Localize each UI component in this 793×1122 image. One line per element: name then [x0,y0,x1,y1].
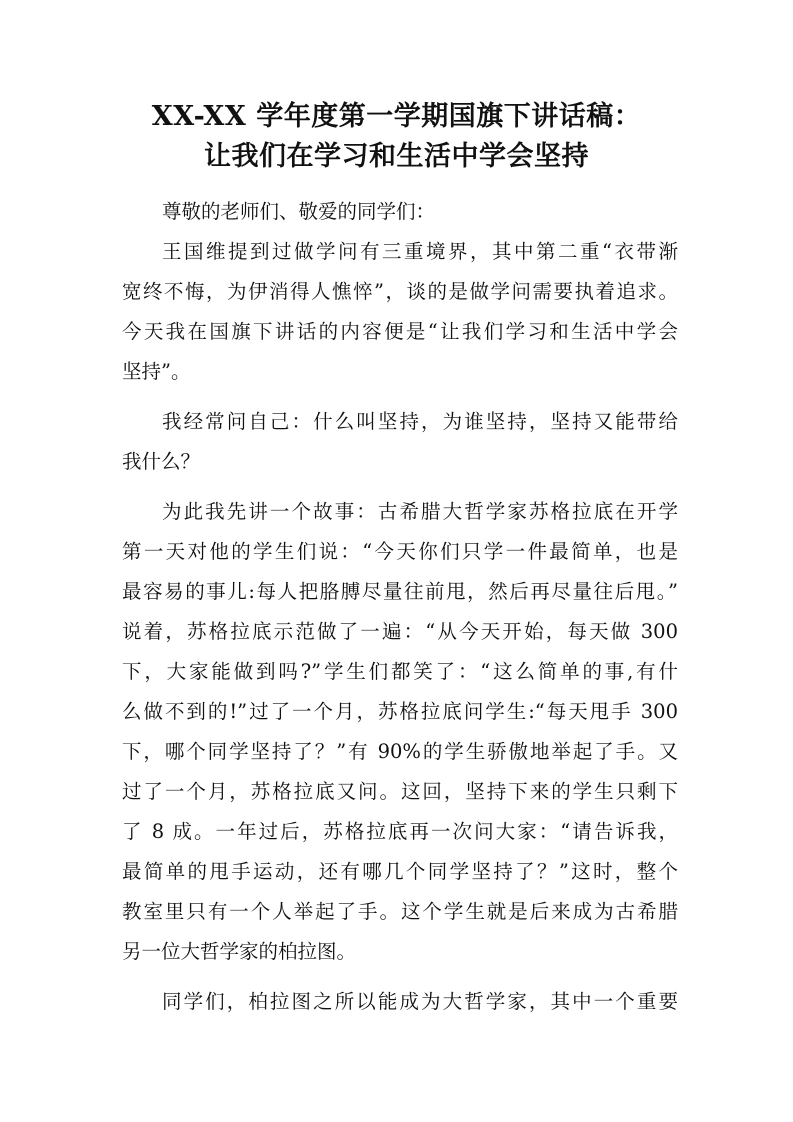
paragraph-line: 我什么？ [122,450,201,473]
paragraph-line: 我经常问自己：什么叫坚持，为谁坚持，坚持又能带给 [162,410,678,433]
paragraph [122,232,678,392]
paragraph-line: 过了一个月，苏格拉底又问。这回，坚持下来的学生只剩下 [122,780,678,803]
paragraph [122,492,678,972]
paragraph-line: 为此我先讲一个故事：古希腊大哲学家苏格拉底在开学 [162,500,678,523]
document-title-line-2: 让我们在学习和生活中学会坚持 [204,141,589,172]
paragraph-line: 最容易的事儿:每人把胳膊尽量往前甩，然后再尽量往后甩。” [122,580,678,603]
paragraph-line: 下，大家能做到吗?”学生们都笑了：“这么简单的事,有什 [122,660,678,683]
paragraph-line: 尊敬的老师们、敬爱的同学们： [162,200,436,223]
paragraph-line: 说着，苏格拉底示范做了一遍：“从今天开始，每天做 300 [122,620,678,643]
paragraph-line: 王国维提到过做学问有三重境界，其中第二重“衣带渐 [162,240,678,263]
paragraph [122,192,678,232]
document-title-line-1: XX-XX 学年度第一学期国旗下讲话稿： [151,101,642,132]
paragraph-line: 教室里只有一个人举起了手。这个学生就是后来成为古希腊 [122,900,678,923]
paragraph-line: 坚持”。 [122,360,191,383]
paragraph [122,402,678,482]
paragraph-line: 宽终不悔，为伊消得人憔悴”，谈的是做学问需要执着追求。 [122,280,678,303]
paragraph-line: 今天我在国旗下讲话的内容便是“让我们学习和生活中学会 [122,320,678,343]
paragraph-line: 下，哪个同学坚持了？”有 90%的学生骄傲地举起了手。又 [122,740,678,763]
paragraph-line: 最简单的甩手运动，还有哪几个同学坚持了？”这时，整个 [122,860,678,883]
paragraph [122,982,678,1022]
paragraph-line: 了 8 成。一年过后，苏格拉底再一次问大家：“请告诉我， [122,820,678,843]
paragraph-line: 第一天对他的学生们说：“今天你们只学一件最简单，也是 [122,540,678,563]
paragraph-line: 么做不到的!”过了一个月，苏格拉底问学生:“每天甩手 300 [122,700,678,723]
paragraph-line: 另一位大哲学家的柏拉图。 [122,940,357,963]
document-body [122,192,678,1032]
paragraph-line: 同学们，柏拉图之所以能成为大哲学家，其中一个重要 [162,990,678,1013]
